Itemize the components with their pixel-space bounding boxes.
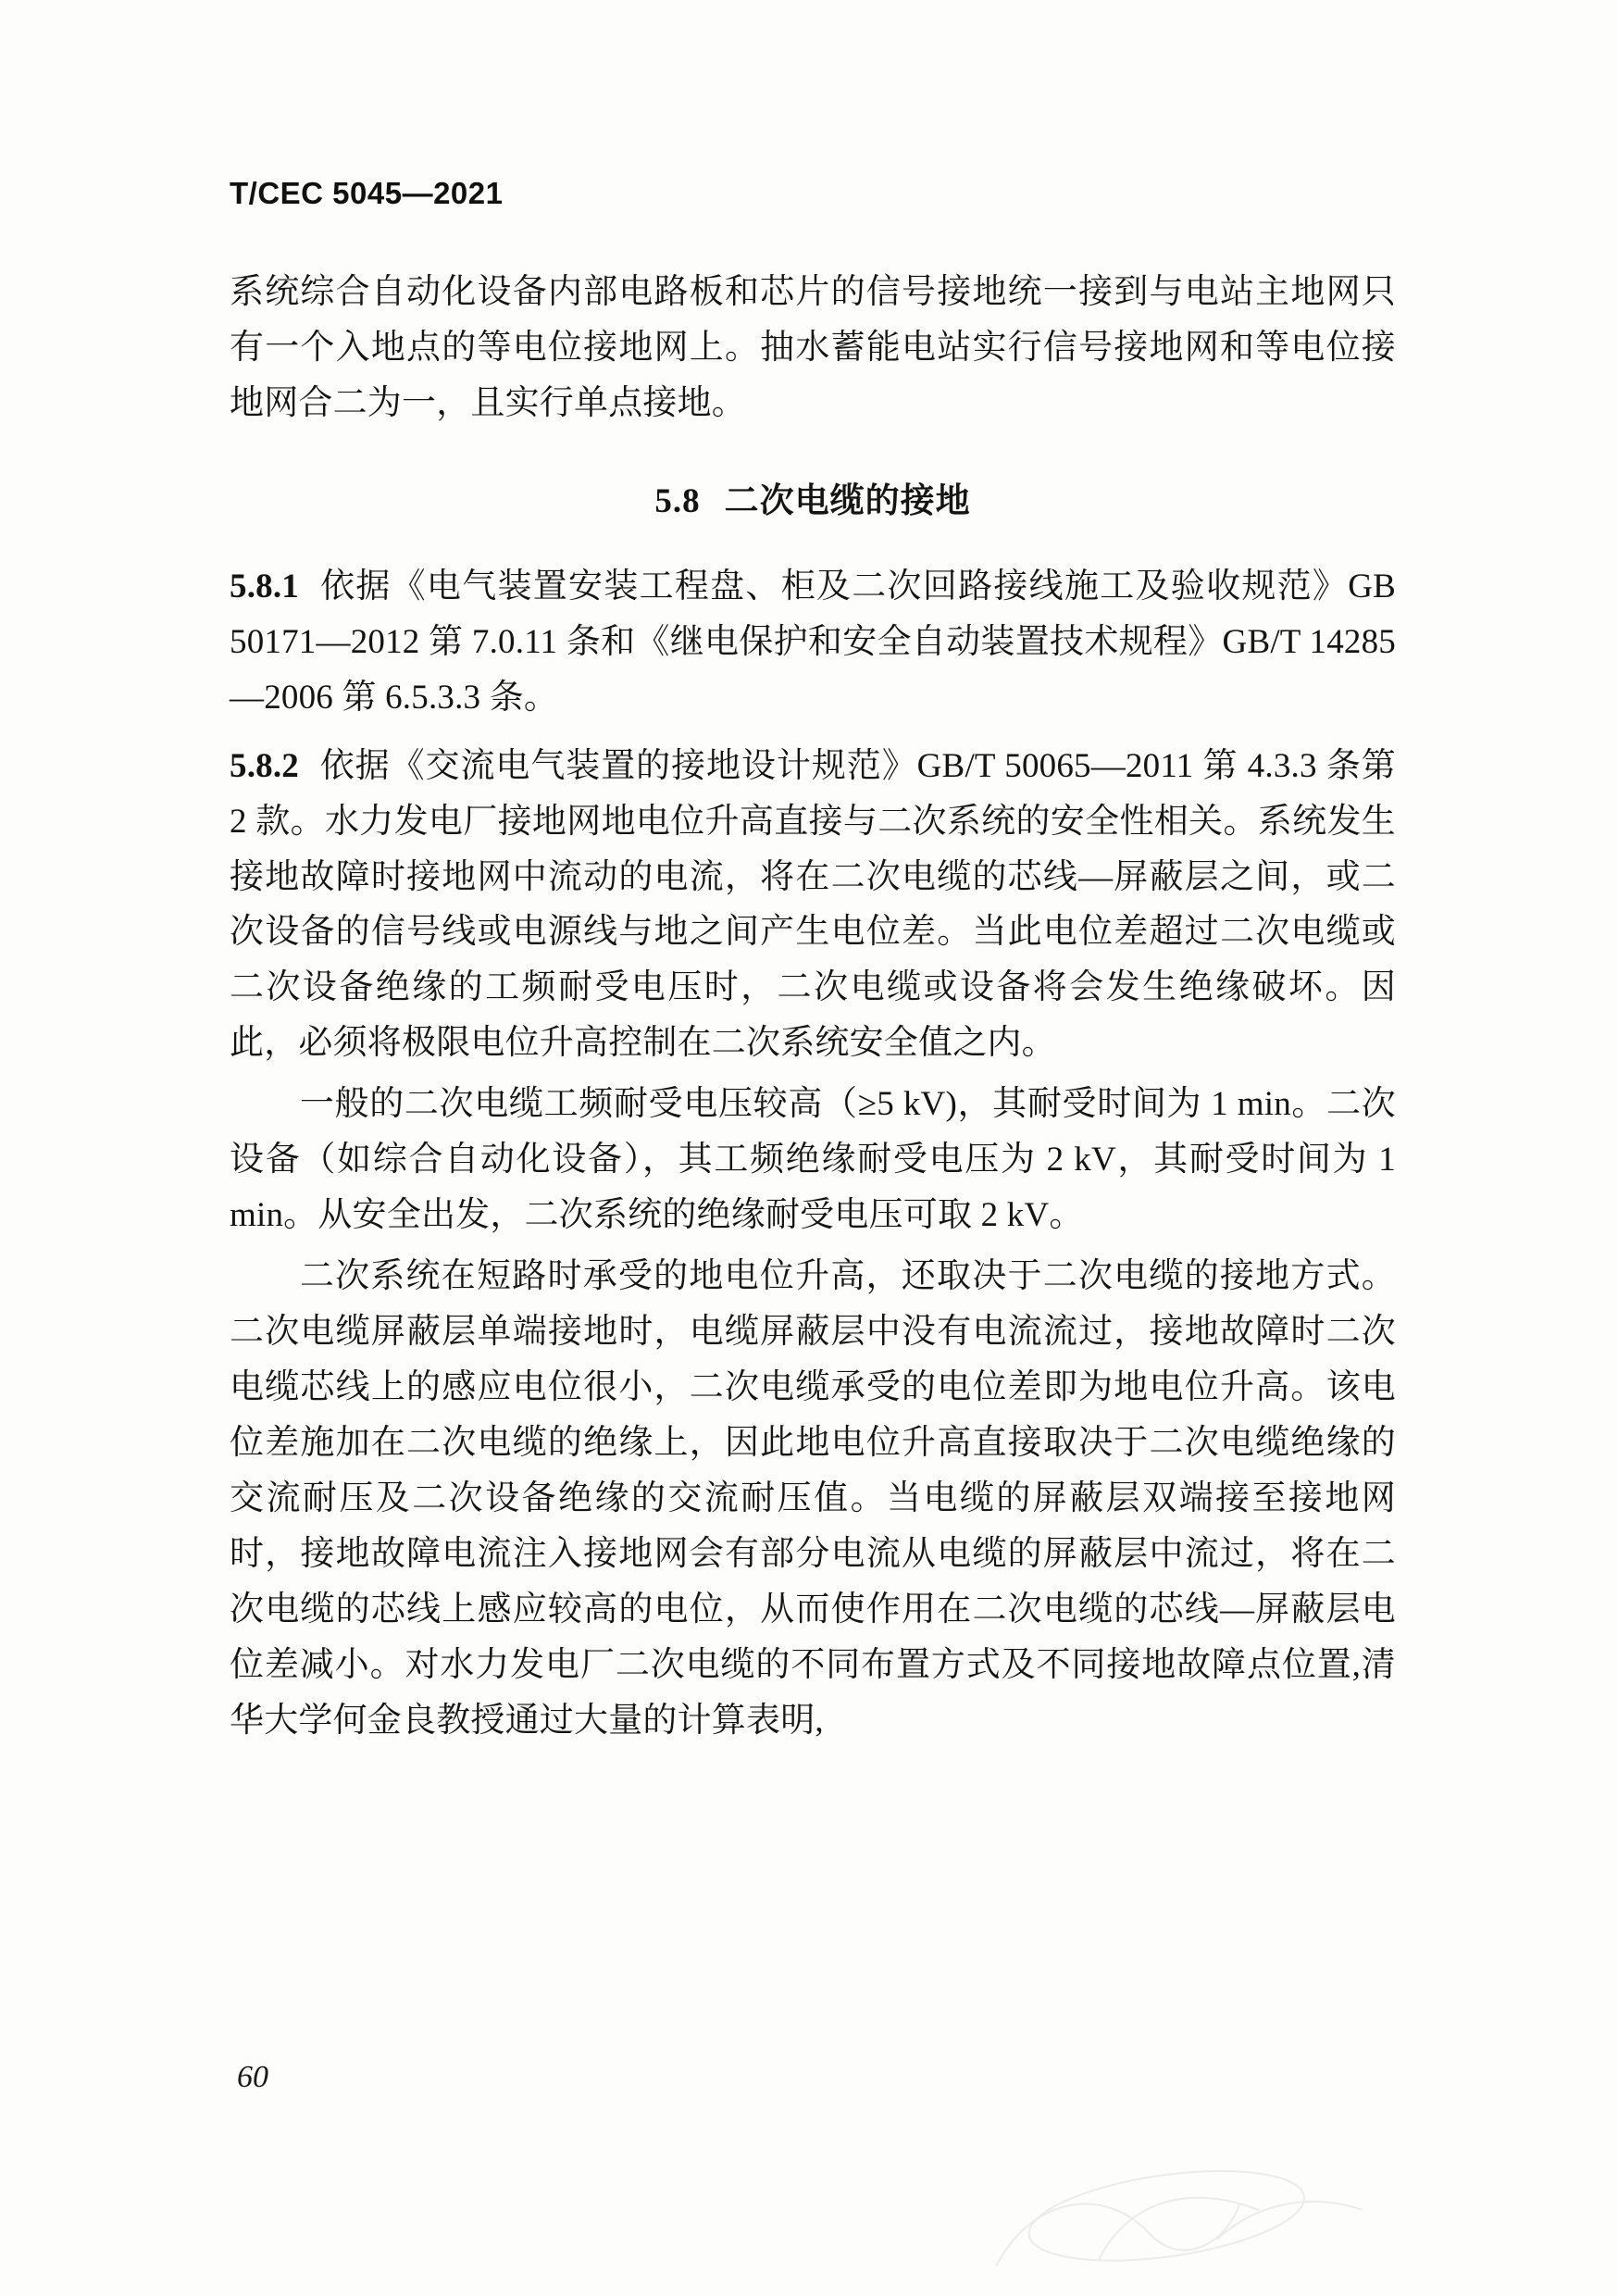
clause-number: 5.8.1	[230, 567, 299, 605]
body-paragraph-1: 一般的二次电缆工频耐受电压较高（≥5 kV)，其耐受时间为 1 min。二次设备（如综合自动化设备），其工频绝缘耐受电压为 2 kV，其耐受时间为 1 min。从安全出发，二次系统的绝缘耐受电压可取 2 kV。	[230, 1085, 1396, 1235]
section-heading	[230, 472, 1396, 522]
section-title-text: 二次电缆的接地	[724, 481, 971, 520]
continued-paragraph: 系统综合自动化设备内部电路板和芯片的信号接地统一接到与电站主地网只有一个入地点的等电位接地网上。抽水蓄能电站实行信号接地网和等电位接地网合二为一，且实行单点接地。	[230, 273, 1396, 422]
section-number: 5.8	[654, 481, 701, 520]
clause-number: 5.8.2	[230, 746, 299, 785]
watermark-graphic	[976, 2130, 1376, 2294]
clause-5-8-2	[230, 739, 1396, 1072]
standard-number-header: T/CEC 5045—2021	[230, 176, 504, 210]
page-content	[230, 176, 1396, 1749]
clause-5-8-1	[230, 559, 1396, 726]
page-number: 60	[237, 2060, 268, 2094]
clause-text: 依据《交流电气装置的接地设计规范》GB/T 50065—2011 第 4.3.3 条第 2 款。水力发电厂接地网地电位升高直接与二次系统的安全性相关。系统发生接地故障时接地网中流动的电流，将在二次电缆的芯线—屏蔽层之间，或二次设备的信号线或电源线与地之间产生电位差。当此电位差超过二次电缆或二次设备绝缘的工频耐受电压时，二次电缆或设备将会发生绝缘破坏。因此，必须将极限电位升高控制在二次系统安全值之内。	[230, 746, 1396, 1063]
clause-text: 依据《电气装置安装工程盘、柜及二次回路接线施工及验收规范》GB 50171—2012 第 7.0.11 条和《继电保护和安全自动装置技术规程》GB/T 14285—2006 第 6.5.3.3 条。	[230, 567, 1396, 717]
body-paragraph-2: 二次系统在短路时承受的地电位升高，还取决于二次电缆的接地方式。二次电缆屏蔽层单端接地时，电缆屏蔽层中没有电流流过，接地故障时二次电缆芯线上的感应电位很小，二次电缆承受的电位差即为地电位升高。该电位差施加在二次电缆的绝缘上，因此地电位升高直接取决于二次电缆绝缘的交流耐压及二次设备绝缘的交流耐压值。当电缆的屏蔽层双端接至接地网时，接地故障电流注入接地网会有部分电流从电缆的屏蔽层中流过，将在二次电缆的芯线上感应较高的电位，从而使作用在二次电缆的芯线—屏蔽层电位差减小。对水力发电厂二次电缆的不同布置方式及不同接地故障点位置,清华大学何金良教授通过大量的计算表明,	[230, 1257, 1396, 1740]
